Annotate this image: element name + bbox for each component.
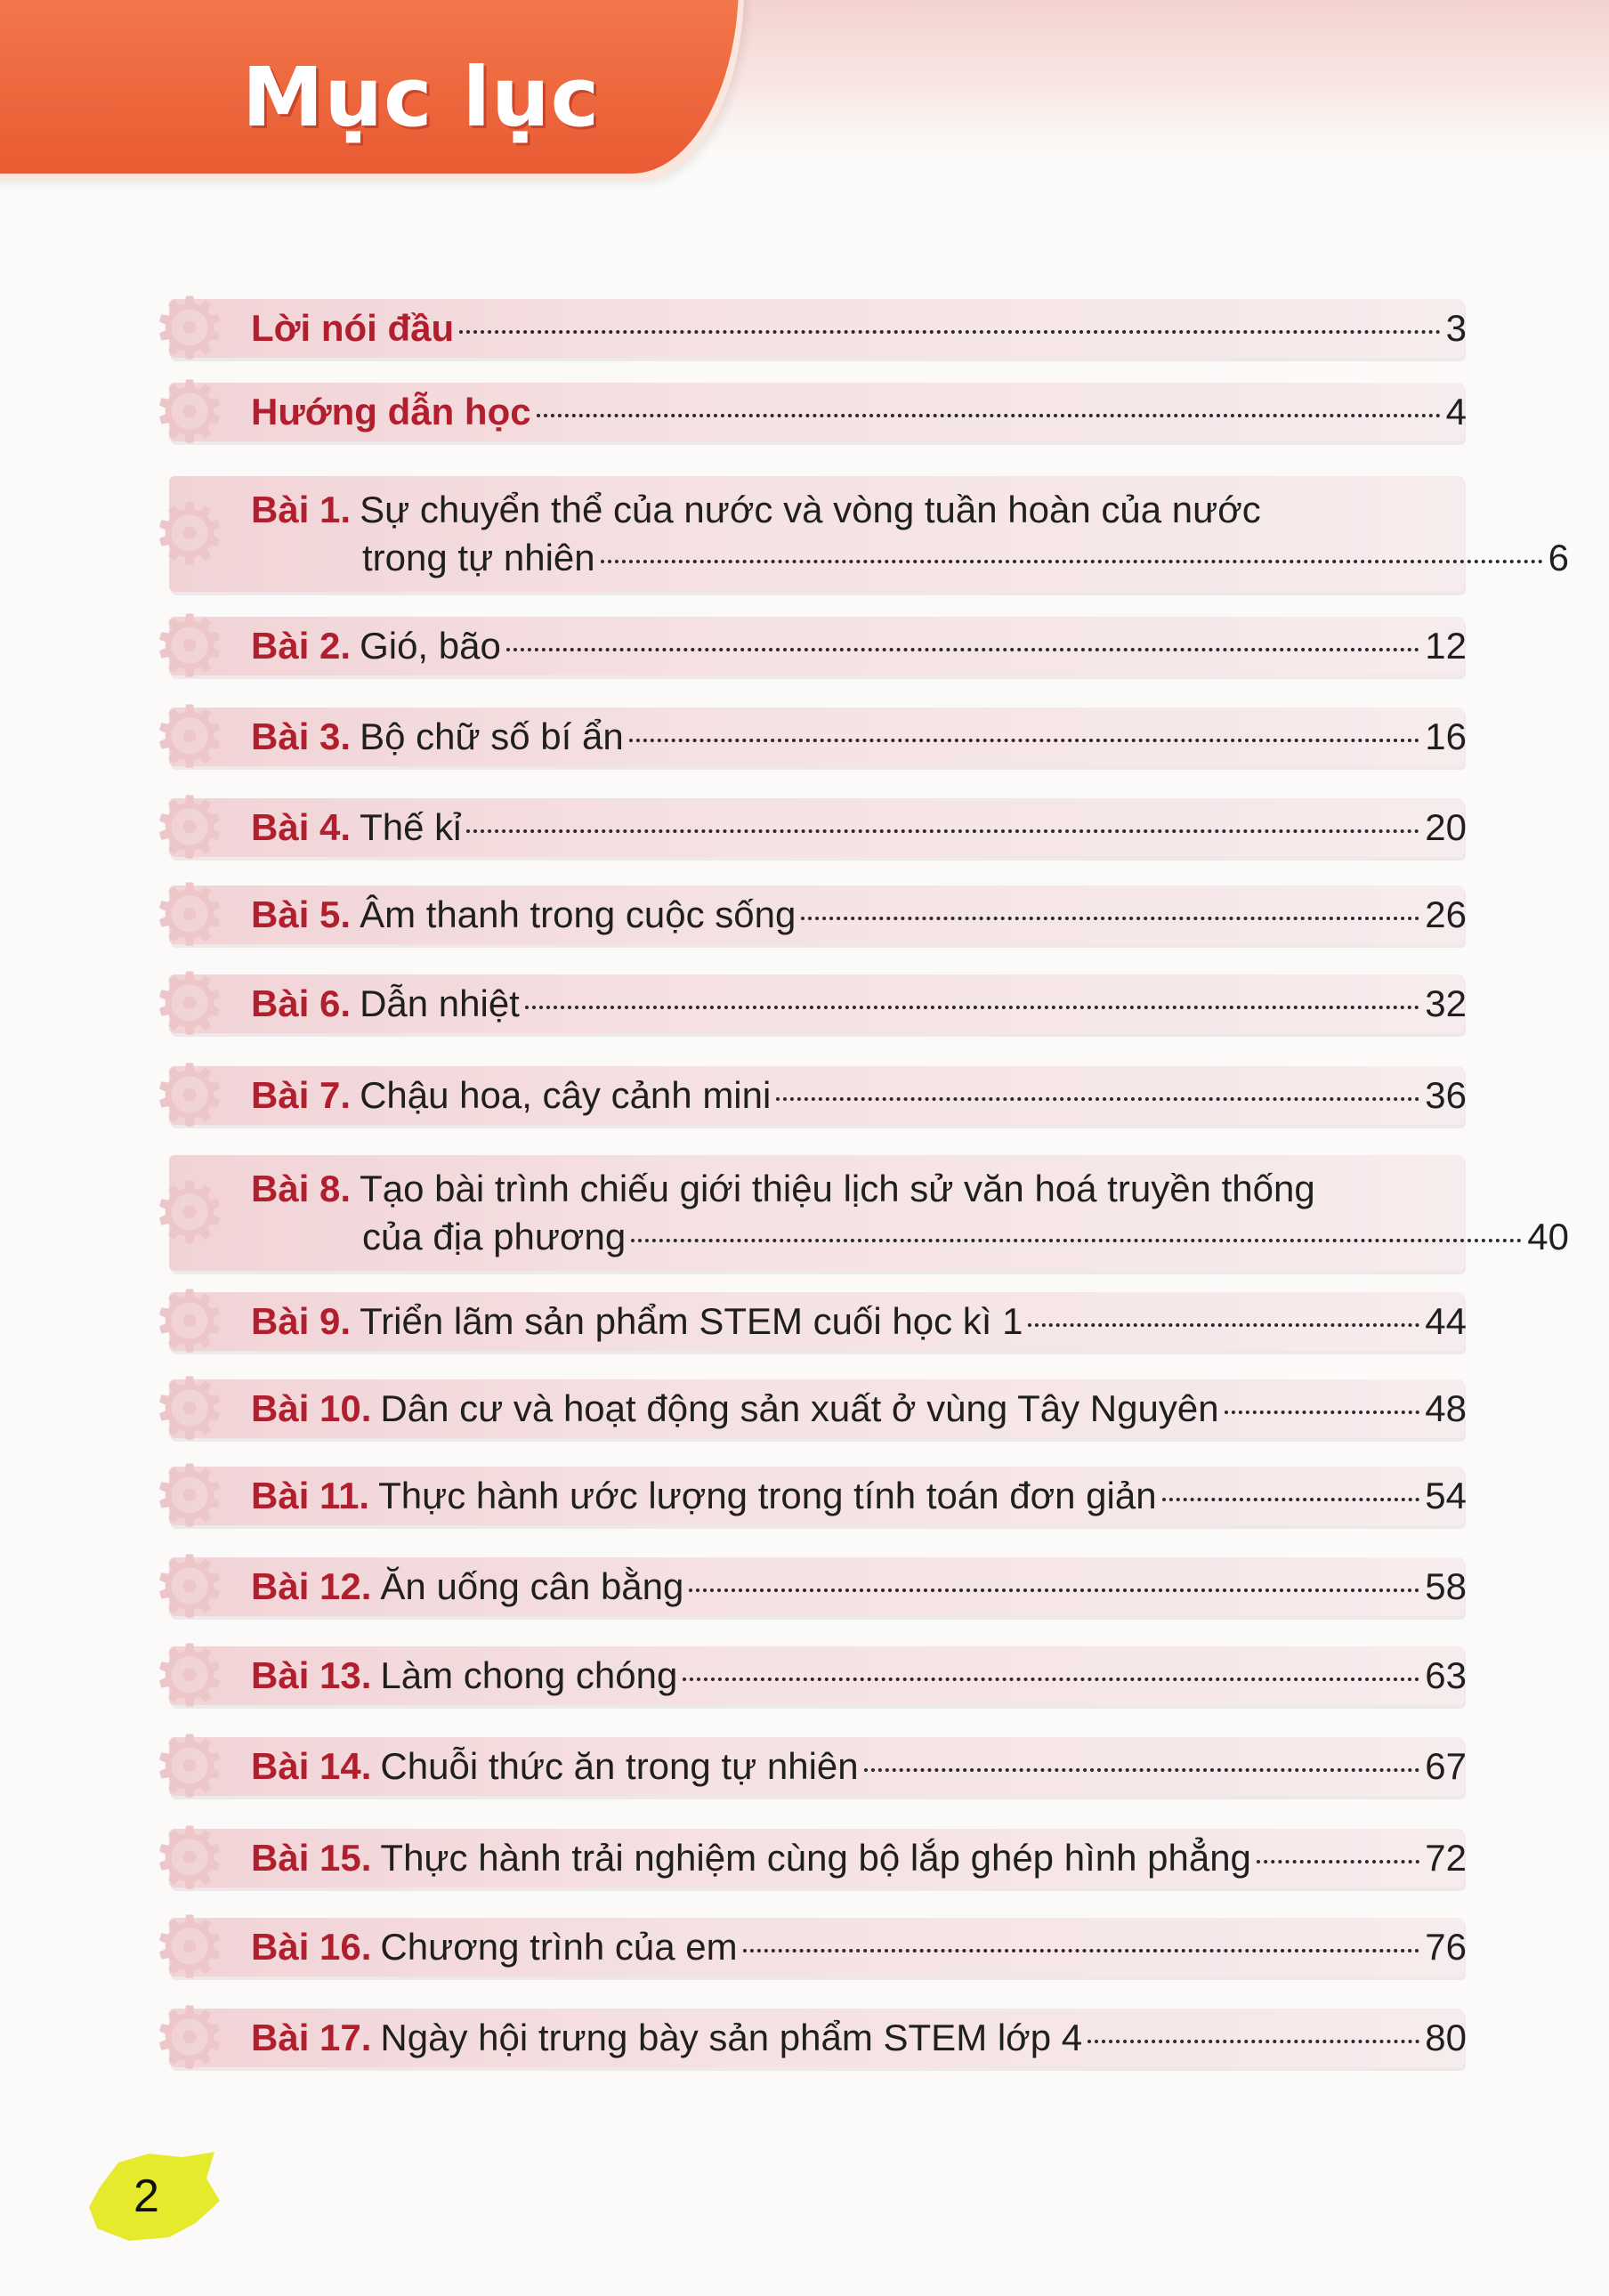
toc-page-number: 63 <box>1425 1654 1467 1696</box>
toc-page-number: 4 <box>1445 391 1467 433</box>
lesson-title: Thế kỉ <box>360 806 462 848</box>
dot-leader <box>466 829 1419 833</box>
toc-entry[interactable] <box>251 388 1467 436</box>
lesson-title: Ăn uống cân bằng <box>380 1565 684 1607</box>
toc-entry[interactable] <box>251 1071 1467 1120</box>
toc-line <box>251 622 1467 670</box>
dot-leader <box>629 739 1420 742</box>
dot-leader <box>1087 2040 1419 2043</box>
lesson-title-line-1: Tạo bài trình chiếu giới thiệu lịch sử văn hoá truyền thống <box>360 1168 1315 1209</box>
toc-entry[interactable] <box>251 980 1467 1028</box>
lesson-number: Bài 2. <box>251 625 352 667</box>
lesson-title: Âm thanh trong cuộc sống <box>360 893 796 935</box>
gear-icon: ⚙ <box>151 362 229 462</box>
lesson-title: Thực hành trải nghiệm cùng bộ lắp ghép hình phẳng <box>380 1837 1251 1879</box>
toc-page-number: 6 <box>1548 537 1569 578</box>
toc-entry[interactable] <box>251 1385 1467 1433</box>
toc-page-number: 36 <box>1425 1074 1467 1116</box>
toc-entry[interactable] <box>251 1742 1467 1791</box>
toc-entry[interactable] <box>251 804 1467 852</box>
toc-line <box>251 1834 1467 1882</box>
gear-icon: ⚙ <box>151 865 229 965</box>
toc-line <box>251 891 1467 939</box>
toc-line <box>251 804 1467 852</box>
gear-icon: ⚙ <box>151 687 229 787</box>
lesson-title-line-2: của địa phương <box>362 1216 627 1257</box>
gear-icon: ⚙ <box>151 1446 229 1546</box>
toc-entry[interactable] <box>251 1923 1467 1971</box>
lesson-number: Bài 11. <box>251 1475 370 1516</box>
lesson-number: Bài 7. <box>251 1074 352 1116</box>
toc-line <box>251 1298 1467 1346</box>
toc-line <box>251 2014 1467 2062</box>
toc-page-number: 80 <box>1425 2017 1467 2058</box>
gear-icon: ⚙ <box>151 484 229 584</box>
dot-leader <box>1028 1323 1419 1327</box>
toc-entry[interactable] <box>251 622 1467 670</box>
gear-icon: ⚙ <box>151 1163 229 1263</box>
toc-page-number: 72 <box>1425 1837 1467 1879</box>
lesson-title: Chậu hoa, cây cảnh mini <box>360 1074 772 1116</box>
toc-entry-title: Lời nói đầu <box>251 307 455 349</box>
toc-line <box>251 1213 1569 1261</box>
toc-page-number: 40 <box>1527 1216 1569 1257</box>
gear-icon: ⚙ <box>151 1537 229 1637</box>
toc-entry[interactable] <box>251 713 1467 761</box>
toc-page-number: 76 <box>1425 1926 1467 1968</box>
toc-entry-title: Hướng dẫn học <box>251 391 531 433</box>
toc-entry[interactable] <box>251 1652 1467 1700</box>
lesson-number: Bài 4. <box>251 806 352 848</box>
page-title: Mục lục <box>242 50 601 145</box>
toc-line <box>251 1742 1467 1791</box>
toc-entry[interactable] <box>251 1165 1569 1261</box>
toc-entry[interactable] <box>251 486 1569 582</box>
toc-page-number: 32 <box>1425 982 1467 1024</box>
lesson-number: Bài 16. <box>251 1926 372 1968</box>
lesson-title: Triển lãm sản phẩm STEM cuối học kì 1 <box>360 1300 1023 1342</box>
gear-icon: ⚙ <box>151 279 229 378</box>
gear-icon: ⚙ <box>151 1272 229 1371</box>
toc-entry[interactable] <box>251 891 1467 939</box>
dot-leader <box>506 648 1419 651</box>
gear-icon: ⚙ <box>151 1897 229 1997</box>
gear-icon: ⚙ <box>151 1717 229 1816</box>
dot-leader <box>776 1097 1419 1101</box>
lesson-number: Bài 8. <box>251 1168 352 1209</box>
lesson-title: Gió, bão <box>360 625 501 667</box>
lesson-title: Dẫn nhiệt <box>360 982 520 1024</box>
lesson-number: Bài 10. <box>251 1387 372 1429</box>
dot-leader <box>864 1768 1420 1772</box>
lesson-number: Bài 1. <box>251 489 352 530</box>
dot-leader <box>459 330 1440 334</box>
lesson-number: Bài 5. <box>251 893 352 935</box>
dot-leader <box>537 414 1441 417</box>
lesson-number: Bài 6. <box>251 982 352 1024</box>
toc-line <box>251 388 1467 436</box>
gear-icon: ⚙ <box>151 1808 229 1908</box>
dot-leader <box>683 1678 1419 1681</box>
lesson-number: Bài 15. <box>251 1837 372 1879</box>
toc-entry[interactable] <box>251 304 1467 352</box>
lesson-title-line-2: trong tự nhiên <box>362 537 595 578</box>
toc-page-number: 3 <box>1445 307 1467 349</box>
toc-page-number: 16 <box>1425 715 1467 757</box>
toc-line <box>251 534 1569 582</box>
dot-leader <box>743 1949 1420 1952</box>
dot-leader <box>631 1239 1522 1242</box>
toc-line <box>251 980 1467 1028</box>
toc-line <box>251 1165 1467 1213</box>
toc-page-number: 58 <box>1425 1565 1467 1607</box>
dot-leader <box>1162 1498 1420 1501</box>
toc-line <box>251 1071 1467 1120</box>
toc-line <box>251 1652 1467 1700</box>
lesson-number: Bài 13. <box>251 1654 372 1696</box>
toc-page-number: 54 <box>1425 1475 1467 1516</box>
page-number: 2 <box>133 2171 159 2222</box>
lesson-number: Bài 3. <box>251 715 352 757</box>
dot-leader <box>601 560 1543 563</box>
toc-page-number: 44 <box>1425 1300 1467 1342</box>
dot-leader <box>1225 1411 1420 1414</box>
lesson-number: Bài 12. <box>251 1565 372 1607</box>
toc-page-number: 67 <box>1425 1745 1467 1787</box>
toc-line <box>251 304 1467 352</box>
toc-page-number: 12 <box>1425 625 1467 667</box>
gear-icon: ⚙ <box>151 1988 229 2088</box>
toc-line <box>251 486 1467 534</box>
toc-line <box>251 1472 1467 1520</box>
lesson-title-line-1: Sự chuyển thể của nước và vòng tuần hoàn của nước <box>360 489 1261 530</box>
gear-icon: ⚙ <box>151 778 229 877</box>
toc-page-number: 20 <box>1425 806 1467 848</box>
lesson-title: Bộ chữ số bí ẩn <box>360 715 624 757</box>
gear-icon: ⚙ <box>151 954 229 1054</box>
lesson-number: Bài 9. <box>251 1300 352 1342</box>
toc-line <box>251 1923 1467 1971</box>
lesson-number: Bài 17. <box>251 2017 372 2058</box>
lesson-title: Chuỗi thức ăn trong tự nhiên <box>380 1745 859 1787</box>
toc-entry[interactable] <box>251 1472 1467 1520</box>
lesson-title: Thực hành ước lượng trong tính toán đơn giản <box>378 1475 1157 1516</box>
toc-line <box>251 1563 1467 1611</box>
toc-line <box>251 713 1467 761</box>
toc-line <box>251 1385 1467 1433</box>
dot-leader <box>525 1006 1419 1009</box>
gear-icon: ⚙ <box>151 1046 229 1145</box>
lesson-title: Dân cư và hoạt động sản xuất ở vùng Tây Nguyên <box>380 1387 1219 1429</box>
dot-leader <box>689 1589 1419 1592</box>
lesson-title: Chương trình của em <box>380 1926 738 1968</box>
gear-icon: ⚙ <box>151 1359 229 1459</box>
toc-page-number: 26 <box>1425 893 1467 935</box>
lesson-number: Bài 14. <box>251 1745 372 1787</box>
toc-entry[interactable] <box>251 1298 1467 1346</box>
lesson-title: Ngày hội trưng bày sản phẩm STEM lớp 4 <box>380 2017 1083 2058</box>
toc-page-number: 48 <box>1425 1387 1467 1429</box>
gear-icon: ⚙ <box>151 596 229 696</box>
toc-entry[interactable] <box>251 1834 1467 1882</box>
toc-entry[interactable] <box>251 1563 1467 1611</box>
dot-leader <box>1257 1860 1419 1863</box>
dot-leader <box>801 917 1419 920</box>
lesson-title: Làm chong chóng <box>380 1654 678 1696</box>
toc-entry[interactable] <box>251 2014 1467 2062</box>
gear-icon: ⚙ <box>151 1626 229 1726</box>
